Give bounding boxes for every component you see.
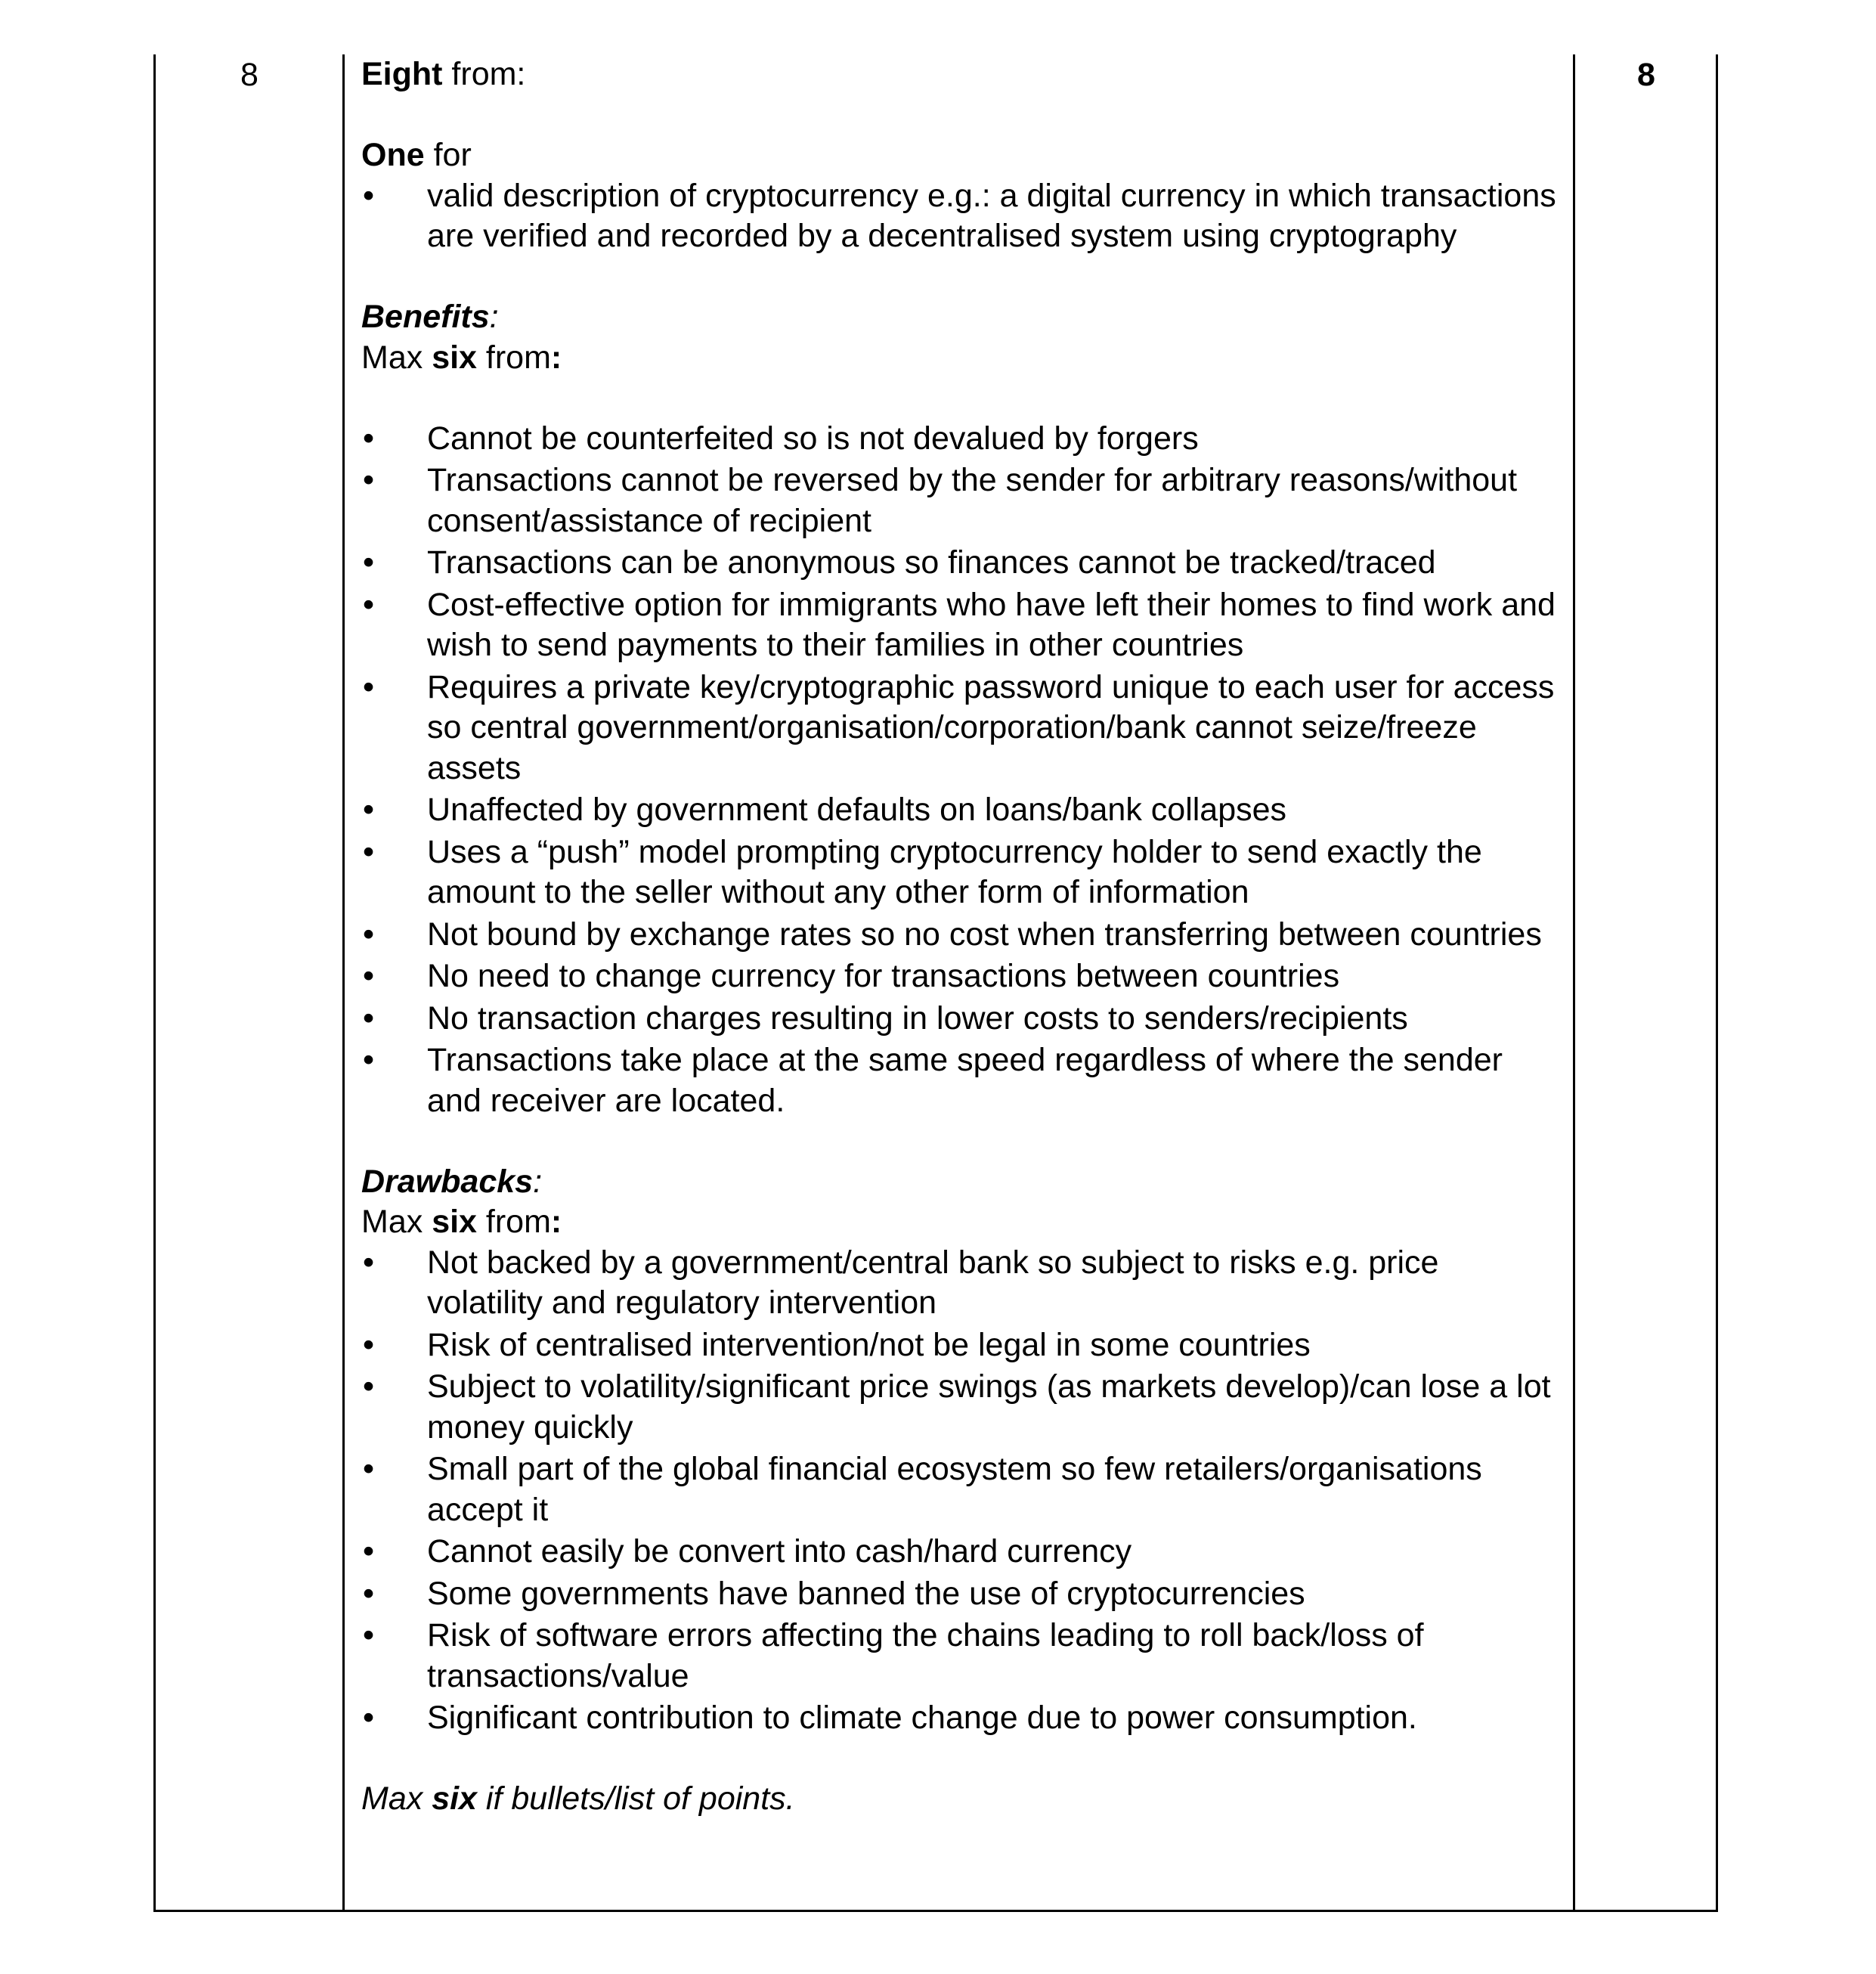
list-item bbox=[361, 176, 1563, 257]
spacer bbox=[361, 257, 1563, 298]
bullet-icon: • bbox=[363, 177, 375, 214]
list-item-text: Risk of software errors affecting the chains leading to roll back/loss of transactions/value bbox=[427, 1617, 1424, 1694]
benefits-max-line bbox=[361, 338, 1563, 379]
spacer bbox=[361, 1739, 1563, 1780]
bullet-icon: • bbox=[363, 1042, 375, 1078]
spacer bbox=[361, 1121, 1563, 1162]
footer-suffix: if bullets/list of points. bbox=[476, 1780, 795, 1817]
bullet-icon: • bbox=[363, 462, 375, 498]
from-text: from: bbox=[442, 56, 526, 92]
max-prefix: Max bbox=[361, 1204, 432, 1240]
bullet-icon: • bbox=[363, 999, 375, 1037]
spacer bbox=[361, 95, 1563, 136]
list-item-text: Unaffected by government defaults on loans/bank collapses bbox=[427, 792, 1287, 828]
list-item bbox=[361, 915, 1563, 956]
bullet-icon: • bbox=[363, 420, 375, 457]
bullet-icon: • bbox=[363, 544, 375, 581]
spacer bbox=[361, 378, 1563, 419]
list-item-text: Not bound by exchange rates so no cost when transferring between countries bbox=[427, 916, 1542, 953]
bullet-icon: • bbox=[363, 1244, 375, 1281]
bullet-icon: • bbox=[363, 668, 375, 705]
bullet-icon: • bbox=[363, 1451, 375, 1487]
list-item-text: Cannot easily be convert into cash/hard currency bbox=[427, 1533, 1132, 1570]
drawbacks-heading bbox=[361, 1162, 1563, 1203]
table-bottom-border bbox=[153, 1910, 1718, 1912]
intro-line bbox=[361, 54, 1563, 95]
list-item-text: Significant contribution to climate change due to power consumption. bbox=[427, 1700, 1417, 1736]
benefits-heading-text: Benefits bbox=[361, 299, 490, 335]
list-item bbox=[361, 1616, 1563, 1697]
bullet-icon: • bbox=[363, 586, 375, 623]
footer-prefix: Max bbox=[361, 1780, 432, 1817]
list-item bbox=[361, 1449, 1563, 1530]
list-item bbox=[361, 1698, 1563, 1739]
table-divider-2 bbox=[1573, 54, 1575, 1911]
bullet-icon: • bbox=[363, 1533, 375, 1570]
list-item-text: valid description of cryptocurrency e.g.: a digital currency in which transactions are verified and recorded by a decentralised system using cryptography bbox=[427, 177, 1556, 254]
drawbacks-max-line bbox=[361, 1202, 1563, 1243]
list-item bbox=[361, 668, 1563, 789]
max-colon: : bbox=[550, 1204, 562, 1240]
list-item-text: No transaction charges resulting in lower costs to senders/recipients bbox=[427, 999, 1408, 1037]
list-item bbox=[361, 956, 1563, 997]
benefits-heading bbox=[361, 297, 1563, 338]
drawbacks-heading-text: Drawbacks bbox=[361, 1163, 534, 1200]
table-divider-1 bbox=[342, 54, 345, 1911]
question-number: 8 bbox=[240, 57, 258, 93]
list-item bbox=[361, 1243, 1563, 1324]
one-bold: One bbox=[361, 137, 425, 173]
list-item bbox=[361, 1367, 1563, 1448]
max-suffix: from bbox=[476, 339, 551, 376]
table-right-border bbox=[1716, 54, 1718, 1911]
table-left-border bbox=[153, 54, 156, 1911]
definition-list bbox=[361, 176, 1563, 257]
list-item-text: Subject to volatility/significant price swings (as markets develop)/can lose a lot money quickly bbox=[427, 1368, 1551, 1446]
drawbacks-list bbox=[361, 1243, 1563, 1739]
bullet-icon: • bbox=[363, 833, 375, 870]
list-item-text: Transactions take place at the same speed regardless of where the sender and receiver are located. bbox=[427, 1042, 1503, 1119]
list-item-text: Small part of the global financial ecosystem so few retailers/organisations accept it bbox=[427, 1451, 1482, 1528]
list-item-text: Transactions cannot be reversed by the sender for arbitrary reasons/without consent/assistance of recipient bbox=[427, 462, 1518, 539]
list-item bbox=[361, 999, 1563, 1040]
max-bold: six bbox=[432, 339, 477, 376]
bullet-icon: • bbox=[363, 916, 375, 953]
bullet-icon: • bbox=[363, 792, 375, 828]
max-colon: : bbox=[550, 339, 562, 376]
eight-bold: Eight bbox=[361, 56, 443, 92]
list-item-text: No need to change currency for transactions between countries bbox=[427, 958, 1340, 994]
list-item-text: Cannot be counterfeited so is not devalued by forgers bbox=[427, 420, 1199, 457]
footer-note bbox=[361, 1779, 1563, 1820]
list-item bbox=[361, 585, 1563, 666]
one-for-line bbox=[361, 135, 1563, 176]
list-item-text: Risk of centralised intervention/not be legal in some countries bbox=[427, 1326, 1311, 1363]
bullet-icon: • bbox=[363, 1617, 375, 1653]
footer-bold: six bbox=[432, 1780, 477, 1817]
question-marks: 8 bbox=[1637, 57, 1655, 93]
list-item bbox=[361, 1325, 1563, 1366]
list-item bbox=[361, 790, 1563, 831]
list-item bbox=[361, 1574, 1563, 1615]
list-item-text: Some governments have banned the use of cryptocurrencies bbox=[427, 1575, 1305, 1612]
bullet-icon: • bbox=[363, 1700, 375, 1736]
bullet-icon: • bbox=[363, 1575, 375, 1612]
list-item bbox=[361, 1040, 1563, 1121]
list-item bbox=[361, 460, 1563, 541]
list-item bbox=[361, 1532, 1563, 1573]
list-item-text: Requires a private key/cryptographic password unique to each user for access so central government/organisation/corporation/bank cannot seize/freeze assets bbox=[427, 668, 1555, 786]
list-item-text: Transactions can be anonymous so finances cannot be tracked/traced bbox=[427, 544, 1436, 581]
bullet-icon: • bbox=[363, 1326, 375, 1363]
for-text: for bbox=[424, 137, 472, 173]
bullet-icon: • bbox=[363, 958, 375, 994]
list-item bbox=[361, 543, 1563, 584]
list-item-text: Not backed by a government/central bank so subject to risks e.g. price volatility and regulatory intervention bbox=[427, 1244, 1439, 1321]
mark-scheme-answer bbox=[361, 54, 1563, 1820]
max-suffix: from bbox=[476, 1204, 551, 1240]
list-item-text: Uses a “push” model prompting cryptocurrency holder to send exactly the amount to the seller without any other form of information bbox=[427, 833, 1482, 910]
bullet-icon: • bbox=[363, 1368, 375, 1405]
max-bold: six bbox=[432, 1204, 477, 1240]
benefits-heading-colon: : bbox=[489, 299, 499, 335]
benefits-list bbox=[361, 419, 1563, 1122]
list-item bbox=[361, 832, 1563, 913]
drawbacks-heading-colon: : bbox=[533, 1163, 543, 1200]
list-item-text: Cost-effective option for immigrants who have left their homes to find work and wish to send payments to their families in other countries bbox=[427, 586, 1556, 663]
list-item bbox=[361, 419, 1563, 460]
max-prefix: Max bbox=[361, 339, 432, 376]
